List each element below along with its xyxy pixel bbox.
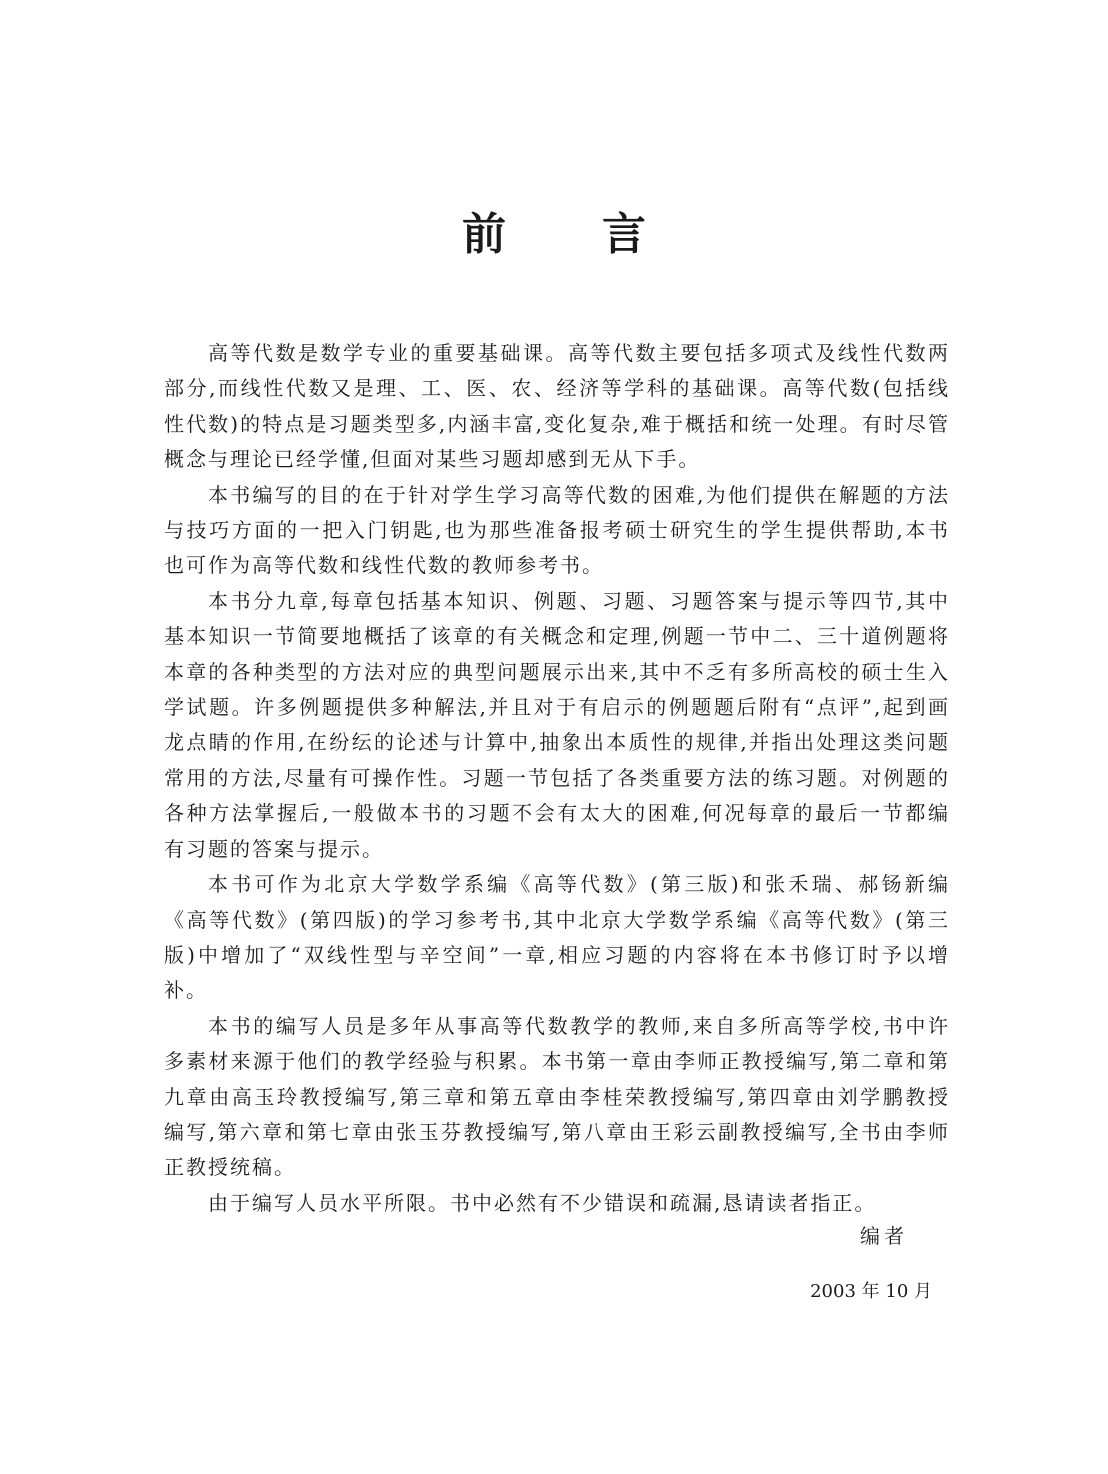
- page-title: 前言: [462, 209, 742, 260]
- paragraph: 本书编写的目的在于针对学生学习高等代数的困难,为他们提供在解题的方法与技巧方面的一把入门钥匙,也为那些准备报考硕士研究生的学生提供帮助,本书也可作为高等代数和线性代数的教师参考书。: [164, 482, 950, 578]
- paragraph: 本书可作为北京大学数学系编《高等代数》(第三版)和张禾瑞、郝钖新编《高等代数》(第四版)的学习参考书,其中北京大学数学系编《高等代数》(第三版)中增加了“双线性型与辛空间”一章,相应习题的内容将在本书修订时予以增补。: [164, 872, 950, 1003]
- publication-date: 2003 年 10 月: [810, 1281, 932, 1302]
- paragraph: 由于编写人员水平所限。书中必然有不少错误和疏漏,恳请读者指正。: [208, 1190, 877, 1215]
- paragraph: 高等代数是数学专业的重要基础课。高等代数主要包括多项式及线性代数两部分,而线性代数又是理、工、医、农、经济等学科的基础课。高等代数(包括线性代数)的特点是习题类型多,内涵丰富,变化复杂,难于概括和统一处理。有时尽管概念与理论已经学懂,但面对某些习题却感到无从下手。: [164, 341, 950, 472]
- author-signature: 编者: [860, 1224, 908, 1248]
- paragraph: 本书分九章,每章包括基本知识、例题、习题、习题答案与提示等四节,其中基本知识一节简要地概括了该章的有关概念和定理,例题一节中二、三十道例题将本章的各种类型的方法对应的典型问题展示出来,其中不乏有多所高校的硕士生入学试题。许多例题提供多种解法,并且对于有启示的例题题后附有“点评”,起到画龙点睛的作用,在纷纭的论述与计算中,抽象出本质性的规律,并指出处理这类问题常用的方法,尽量有可操作性。习题一节包括了各类重要方法的练习题。对例题的各种方法掌握后,一般做本书的习题不会有太大的困难,何况每章的最后一节都编有习题的答案与提示。: [164, 588, 950, 861]
- preface-body: [164, 336, 950, 1221]
- paragraph: 本书的编写人员是多年从事高等代数教学的教师,来自多所高等学校,书中许多素材来源于他们的教学经验与积累。本书第一章由李师正教授编写,第二章和第九章由高玉玲教授编写,第三章和第五章由李桂荣教授编写,第四章由刘学鹏教授编写,第六章和第七章由张玉芬教授编写,第八章由王彩云副教授编写,全书由李师正教授统稿。: [164, 1013, 950, 1180]
